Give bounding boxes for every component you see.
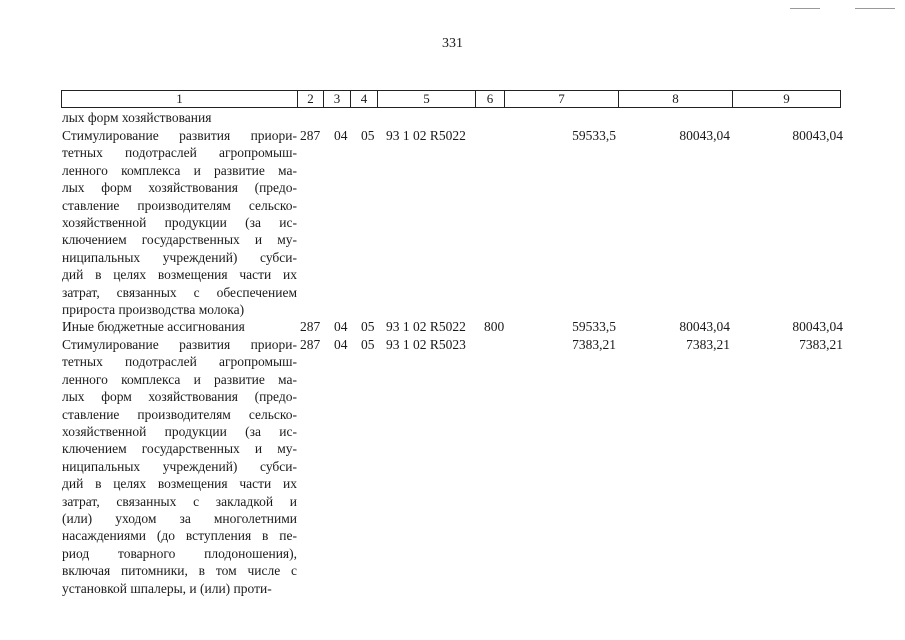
cell-subsection: 05 bbox=[361, 128, 375, 143]
description-line: хозяйственной продукции (за ис- bbox=[62, 424, 297, 440]
cell-value-8: 7383,21 bbox=[686, 337, 730, 352]
description-line: ленного комплекса и развитие ма- bbox=[62, 371, 297, 387]
column-header-4: 4 bbox=[351, 91, 378, 108]
column-header-6: 6 bbox=[476, 91, 505, 108]
description-line: затрат, связанных с закладкой и bbox=[62, 493, 297, 509]
cell-value-7: 59533,5 bbox=[572, 128, 616, 143]
description-line: ленного комплекса и развитие ма- bbox=[62, 162, 297, 178]
cell-value-8: 80043,04 bbox=[679, 128, 730, 143]
description-line: дий в целях возмещения части их bbox=[62, 476, 297, 492]
cell-subsection: 05 bbox=[361, 337, 375, 352]
column-header-table bbox=[61, 90, 841, 108]
cell-target-article: 93 1 02 R5023 bbox=[386, 337, 466, 352]
cell-value-8: 80043,04 bbox=[679, 319, 730, 334]
cell-grbs: 287 bbox=[300, 128, 321, 143]
cell-value-7: 59533,5 bbox=[572, 319, 616, 334]
description-line: ключением государственных и му- bbox=[62, 441, 297, 457]
column-header-7: 7 bbox=[505, 91, 619, 108]
cell-section: 04 bbox=[334, 337, 348, 352]
column-header-9: 9 bbox=[733, 91, 841, 108]
column-header-1: 1 bbox=[62, 91, 298, 108]
cell-value-9: 80043,04 bbox=[792, 128, 843, 143]
description-line: Стимулирование развития приори- bbox=[62, 337, 297, 352]
description-line: ключением государственных и му- bbox=[62, 232, 297, 248]
description-line: лых форм хозяйствования (предо- bbox=[62, 389, 297, 405]
continuation-text: лых форм хозяйствования bbox=[62, 110, 212, 125]
description-line: затрат, связанных с обеспечением bbox=[62, 284, 297, 300]
page-number: 331 bbox=[442, 36, 463, 51]
description-line: установкой шпалеры, и (или) проти- bbox=[62, 580, 272, 596]
description-line: ниципальных учреждений) субси- bbox=[62, 458, 297, 474]
description-line: риод товарного плодоношения), bbox=[62, 545, 297, 561]
scan-artifact bbox=[855, 8, 895, 9]
cell-expense-type: 800 bbox=[484, 319, 505, 334]
description-line: лых форм хозяйствования (предо- bbox=[62, 180, 297, 196]
cell-grbs: 287 bbox=[300, 337, 321, 352]
description-line: Иные бюджетные ассигнования bbox=[62, 319, 245, 334]
cell-target-article: 93 1 02 R5022 bbox=[386, 319, 466, 334]
cell-subsection: 05 bbox=[361, 319, 375, 334]
description-line: ниципальных учреждений) субси- bbox=[62, 249, 297, 265]
column-header-5: 5 bbox=[378, 91, 476, 108]
description-line: прироста производства молока) bbox=[62, 302, 245, 318]
description-line: тетных подотраслей агропромыш- bbox=[62, 354, 297, 370]
description-line: (или) уходом за многолетними bbox=[62, 511, 297, 527]
description-line: ставление производителям сельско- bbox=[62, 406, 297, 422]
row-description bbox=[62, 318, 297, 335]
cell-grbs: 287 bbox=[300, 319, 321, 334]
row-description bbox=[62, 127, 297, 318]
cell-target-article: 93 1 02 R5022 bbox=[386, 128, 466, 143]
column-header-2: 2 bbox=[298, 91, 324, 108]
row-description bbox=[62, 336, 297, 597]
column-header-row bbox=[62, 91, 841, 108]
description-line: дий в целях возмещения части их bbox=[62, 267, 297, 283]
description-line: тетных подотраслей агропромыш- bbox=[62, 145, 297, 161]
cell-value-9: 80043,04 bbox=[792, 319, 843, 334]
description-line: включая питомники, в том числе с bbox=[62, 563, 297, 579]
scan-artifact bbox=[790, 8, 820, 9]
description-line: Стимулирование развития приори- bbox=[62, 128, 297, 143]
cell-value-7: 7383,21 bbox=[572, 337, 616, 352]
description-line: насаждениями (до вступления в пе- bbox=[62, 528, 297, 544]
cell-value-9: 7383,21 bbox=[799, 337, 843, 352]
description-line: ставление производителям сельско- bbox=[62, 197, 297, 213]
cell-section: 04 bbox=[334, 128, 348, 143]
description-line: хозяйственной продукции (за ис- bbox=[62, 215, 297, 231]
column-header-3: 3 bbox=[324, 91, 351, 108]
column-header-8: 8 bbox=[619, 91, 733, 108]
cell-section: 04 bbox=[334, 319, 348, 334]
